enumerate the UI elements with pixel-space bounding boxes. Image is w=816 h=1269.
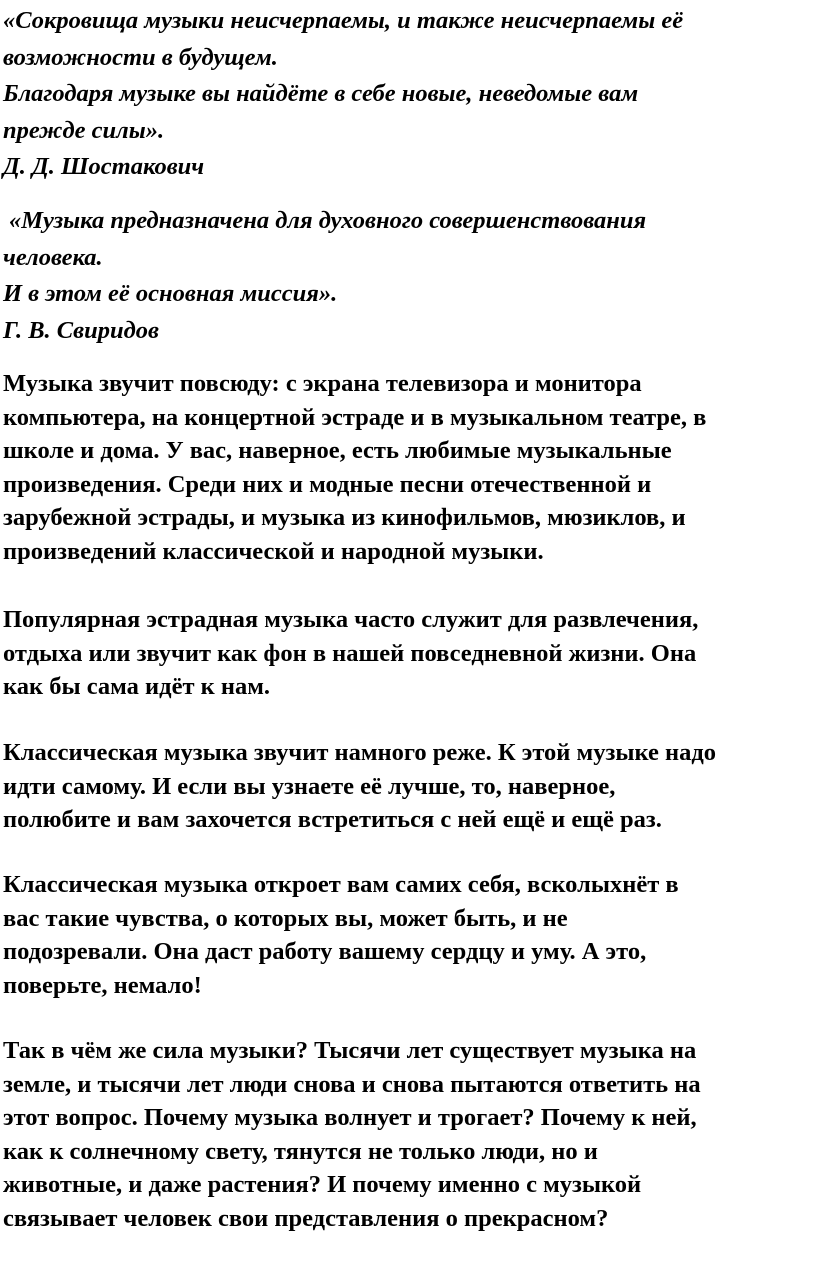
paragraph-line: Классическая музыка звучит намного реже. К этой музыке надо <box>3 739 716 766</box>
paragraph-line: поверьте, немало! <box>3 971 202 999</box>
epigraph-shostakovich <box>3 3 683 186</box>
paragraph-line: Популярная эстрадная музыка часто служит для развлечения, <box>3 606 699 633</box>
paragraph <box>3 868 679 1002</box>
paragraph-line: вас такие чувства, о которых вы, может быть, и не <box>3 904 568 932</box>
paragraph-line: этот вопрос. Почему музыка волнует и трогает? Почему к ней, <box>3 1104 697 1131</box>
paragraph <box>3 367 706 568</box>
paragraph-line: идти самому. И если вы узнаете её лучше, то, наверное, <box>3 772 616 800</box>
paragraph-line: как к солнечному свету, тянутся не только люди, но и <box>3 1137 598 1165</box>
paragraph-line: компьютера, на концертной эстраде и в музыкальном театре, в <box>3 403 707 431</box>
paragraph-line: как бы сама идёт к нам. <box>3 673 271 700</box>
quote-line: «Сокровища музыки неисчерпаемы, и также неисчерпаемы её <box>3 7 684 34</box>
paragraph <box>3 736 716 837</box>
quote-line: прежде силы». <box>3 116 165 144</box>
paragraph <box>3 603 698 704</box>
paragraph-line: отдыха или звучит как фон в нашей повседневной жизни. Она <box>3 639 697 667</box>
paragraph-line: животные, и даже растения? И почему именно с музыкой <box>3 1171 642 1198</box>
paragraph-line: зарубежной эстрады, и музыка из кинофильмов, мюзиклов, и <box>3 504 686 531</box>
paragraph-line: школе и дома. У вас, наверное, есть любимые музыкальные <box>3 437 672 464</box>
paragraph-line: Музыка звучит повсюду: с экрана телевизора и монитора <box>3 370 642 397</box>
paragraph-line: произведений классической и народной музыки. <box>3 537 544 565</box>
paragraph <box>3 1034 701 1235</box>
quote-line: «Музыка предназначена для духовного совершенствования <box>9 207 647 234</box>
epigraph-sviridov <box>3 203 646 349</box>
quote-line: возможности в будущем. <box>3 43 278 71</box>
paragraph-line: связывает человек свои представления о прекрасном? <box>3 1204 609 1232</box>
paragraph-line: подозревали. Она даст работу вашему сердцу и уму. А это, <box>3 938 647 965</box>
quote-line: человека. <box>3 243 103 271</box>
paragraph-line: полюбите и вам захочется встретиться с ней ещё и ещё раз. <box>3 806 662 833</box>
paragraph-line: Классическая музыка откроет вам самих себя, всколыхнёт в <box>3 871 679 898</box>
quote-line: Благодаря музыке вы найдёте в себе новые, неведомые вам <box>3 80 639 107</box>
quote-author: Г. В. Свиридов <box>3 316 159 344</box>
paragraph-line: Так в чём же сила музыки? Тысячи лет существует музыка на <box>3 1037 697 1064</box>
paragraph-line: произведения. Среди них и модные песни отечественной и <box>3 470 652 498</box>
quote-author: Д. Д. Шостакович <box>3 153 205 180</box>
paragraph-line: земле, и тысячи лет люди снова и снова пытаются ответить на <box>3 1070 701 1098</box>
quote-line: И в этом её основная миссия». <box>3 280 338 307</box>
